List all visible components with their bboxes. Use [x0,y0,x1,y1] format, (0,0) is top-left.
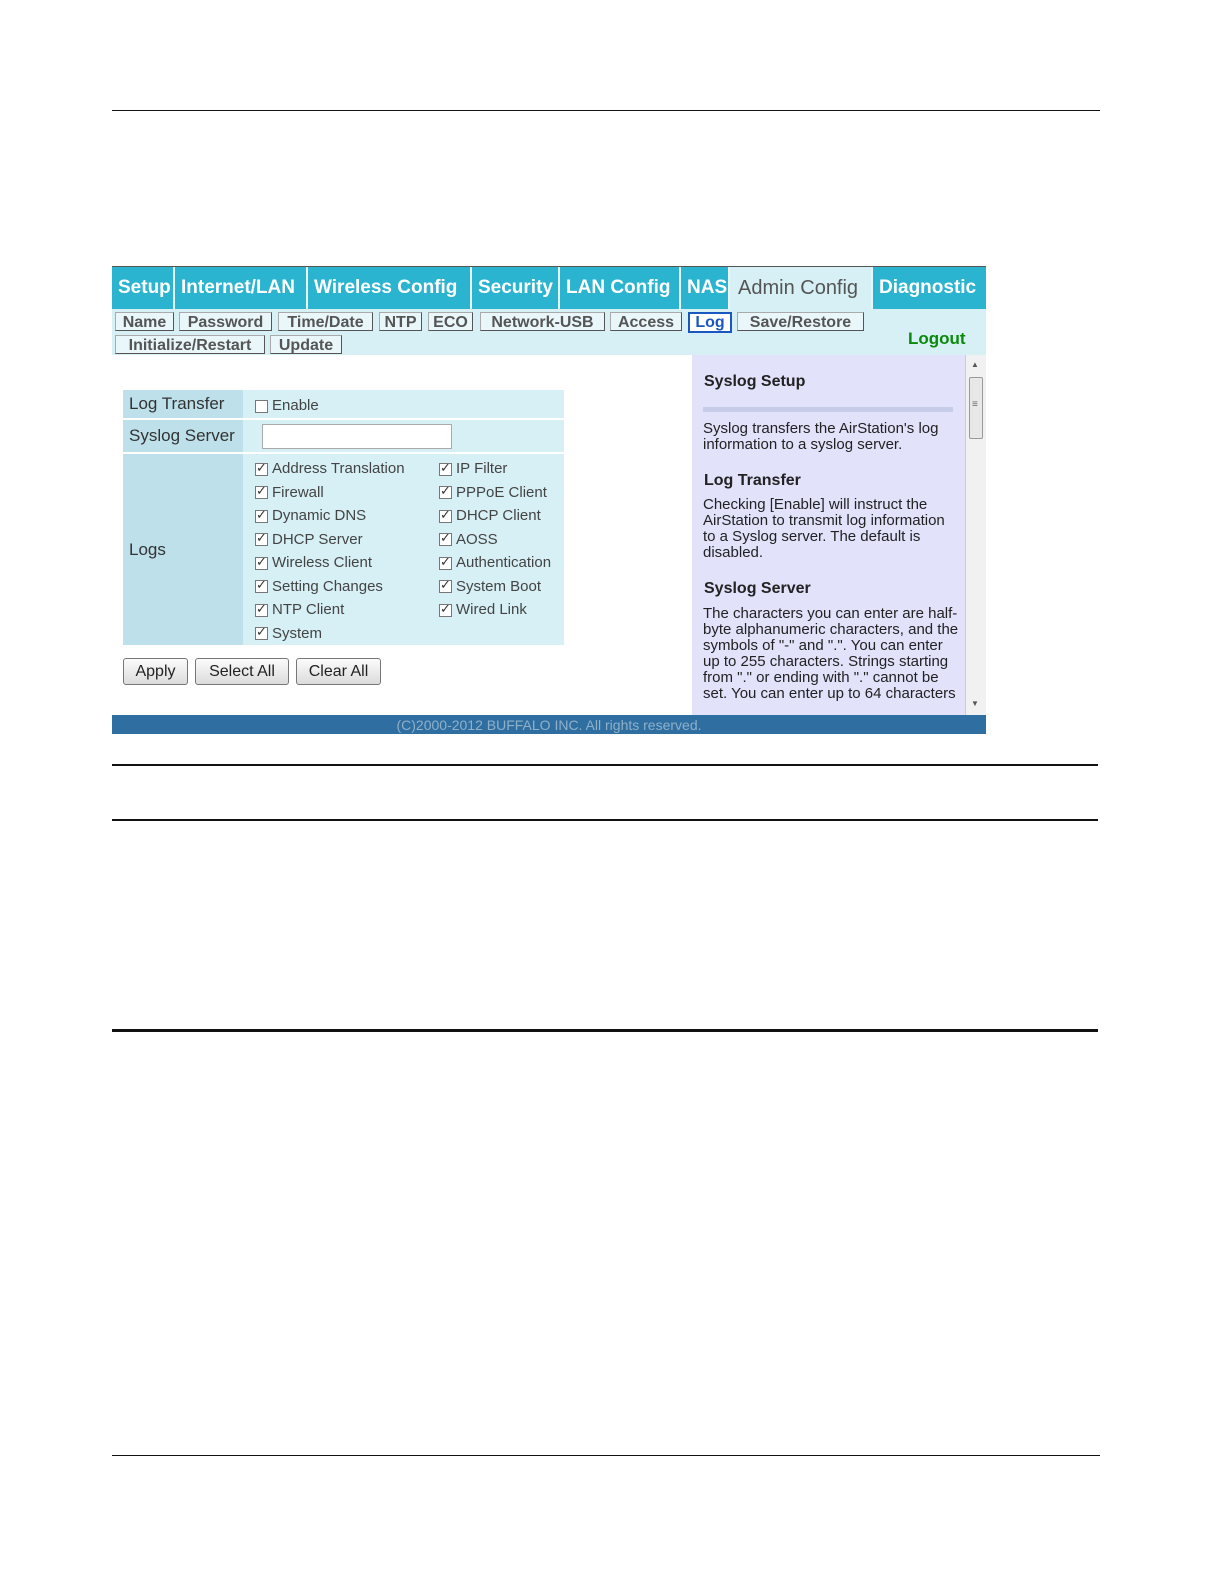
syslog-server-row [123,420,564,452]
log-option-checkbox[interactable] [255,486,268,499]
tab-diagnostic[interactable]: Diagnostic [879,277,977,298]
section-rule-1 [112,764,1098,766]
log-option-checkbox[interactable] [439,510,452,523]
syslog-server-input[interactable] [262,424,452,449]
log-option-checkbox[interactable] [439,580,452,593]
subtab-update[interactable]: Update [270,335,342,354]
syslog-server-label: Syslog Server [123,420,243,452]
header-rule [112,110,1100,111]
subtab-save-restore[interactable]: Save/Restore [737,312,864,331]
log-option-label: System [272,624,323,642]
tab-setup[interactable]: Setup [112,267,175,309]
log-option-checkbox[interactable] [439,463,452,476]
help-syslog-server-text: The characters you can enter are half-byte alphanumeric characters, and the symbols of "-" and ".". You can enter up to 255 characters. Strings starting from "." or ending with "." cannot be set. You can enter up to 64 characters [703,605,959,702]
logs-label: Logs [123,454,243,645]
clear-all-button[interactable]: Clear All [296,658,381,685]
help-panel [692,355,965,715]
subtab-eco[interactable]: ECO [428,312,473,331]
tab-security[interactable]: Security [472,267,560,309]
log-option-checkbox[interactable] [255,580,268,593]
scroll-down-arrow-icon[interactable]: ▼ [971,699,979,708]
log-option-label: Firewall [272,483,324,501]
router-admin-screenshot [112,266,986,734]
log-option-label: Wired Link [456,601,527,618]
log-option-label: Address Translation [272,460,405,477]
log-option-label: System Boot [456,577,542,595]
logs-row [123,454,564,645]
log-option [439,484,547,501]
grip-icon: ≡ [972,399,978,410]
scroll-up-arrow-icon[interactable]: ▲ [971,360,979,369]
section-rule-3 [112,1029,1098,1032]
log-option [439,531,498,548]
log-option-checkbox[interactable] [255,463,268,476]
enable-option [255,397,319,414]
help-intro: Syslog transfers the AirStation's log information to a syslog server. [703,420,939,453]
log-option-label: Authentication [456,554,552,571]
log-option [255,625,322,642]
log-option-checkbox[interactable] [255,510,268,523]
log-option [255,601,344,618]
log-option-label: IP Filter [456,460,508,477]
help-title: Syslog Setup [704,373,806,390]
log-option-checkbox[interactable] [439,533,452,546]
log-transfer-row [123,390,564,418]
sub-tab-bar [112,309,986,355]
subtab-log[interactable]: Log [688,312,732,333]
log-option-label: AOSS [456,530,498,548]
log-option-checkbox[interactable] [255,533,268,546]
tab-nas[interactable]: NAS [681,267,730,309]
enable-label: Enable [272,397,319,414]
log-option [439,507,541,524]
logout-link[interactable]: Logout [908,329,966,348]
help-log-transfer-text: Checking [Enable] will instruct the AirStation to transmit log information to a Syslog server. The default is disabled. [703,496,945,561]
log-option-checkbox[interactable] [255,604,268,617]
log-option-label: DHCP Server [272,530,363,548]
log-option-label: Setting Changes [272,577,383,595]
subtab-ntp[interactable]: NTP [379,312,422,331]
apply-button[interactable]: Apply [123,658,188,685]
log-option [255,554,372,571]
copyright-footer: (C)2000-2012 BUFFALO INC. All rights reserved. [112,715,986,734]
log-option [439,601,527,618]
help-scrollbar[interactable] [965,355,986,715]
help-syslog-server-title: Syslog Server [704,580,811,597]
log-option-label: Wireless Client [272,554,373,571]
main-tab-bar [112,267,986,309]
subtab-network-usb[interactable]: Network-USB [480,312,605,331]
tab-wireless-config[interactable]: Wireless Config [308,267,472,309]
subtab-name[interactable]: Name [115,312,174,331]
log-transfer-label: Log Transfer [123,390,243,418]
log-option-checkbox[interactable] [439,604,452,617]
log-option-checkbox[interactable] [439,486,452,499]
scroll-thumb[interactable] [969,377,983,439]
tab-internet-lan[interactable]: Internet/LAN [175,267,308,309]
log-option [255,507,366,524]
log-option [439,554,551,571]
log-option [255,531,363,548]
log-option-label: DHCP Client [456,507,541,524]
tab-lan-config[interactable]: LAN Config [560,267,681,309]
log-option [439,460,507,477]
log-option-checkbox[interactable] [439,557,452,570]
log-option [255,460,405,477]
log-option-checkbox[interactable] [255,627,268,640]
enable-checkbox[interactable] [255,400,268,413]
help-log-transfer-title: Log Transfer [704,472,801,489]
section-rule-2 [112,819,1098,821]
log-option [439,578,541,595]
log-option-checkbox[interactable] [255,557,268,570]
select-all-button[interactable]: Select All [195,658,289,685]
log-option-label: NTP Client [272,601,345,618]
subtab-access[interactable]: Access [610,312,682,331]
log-option-label: PPPoE Client [456,483,547,501]
subtab-initialize-restart[interactable]: Initialize/Restart [115,335,265,354]
subtab-time-date[interactable]: Time/Date [278,312,373,331]
tab-admin-config[interactable]: Admin Config [730,267,873,309]
subtab-password[interactable]: Password [179,312,272,331]
log-option [255,484,324,501]
footer-rule [112,1455,1100,1456]
log-option-label: Dynamic DNS [272,507,367,524]
help-divider [703,407,953,412]
log-option [255,578,383,595]
